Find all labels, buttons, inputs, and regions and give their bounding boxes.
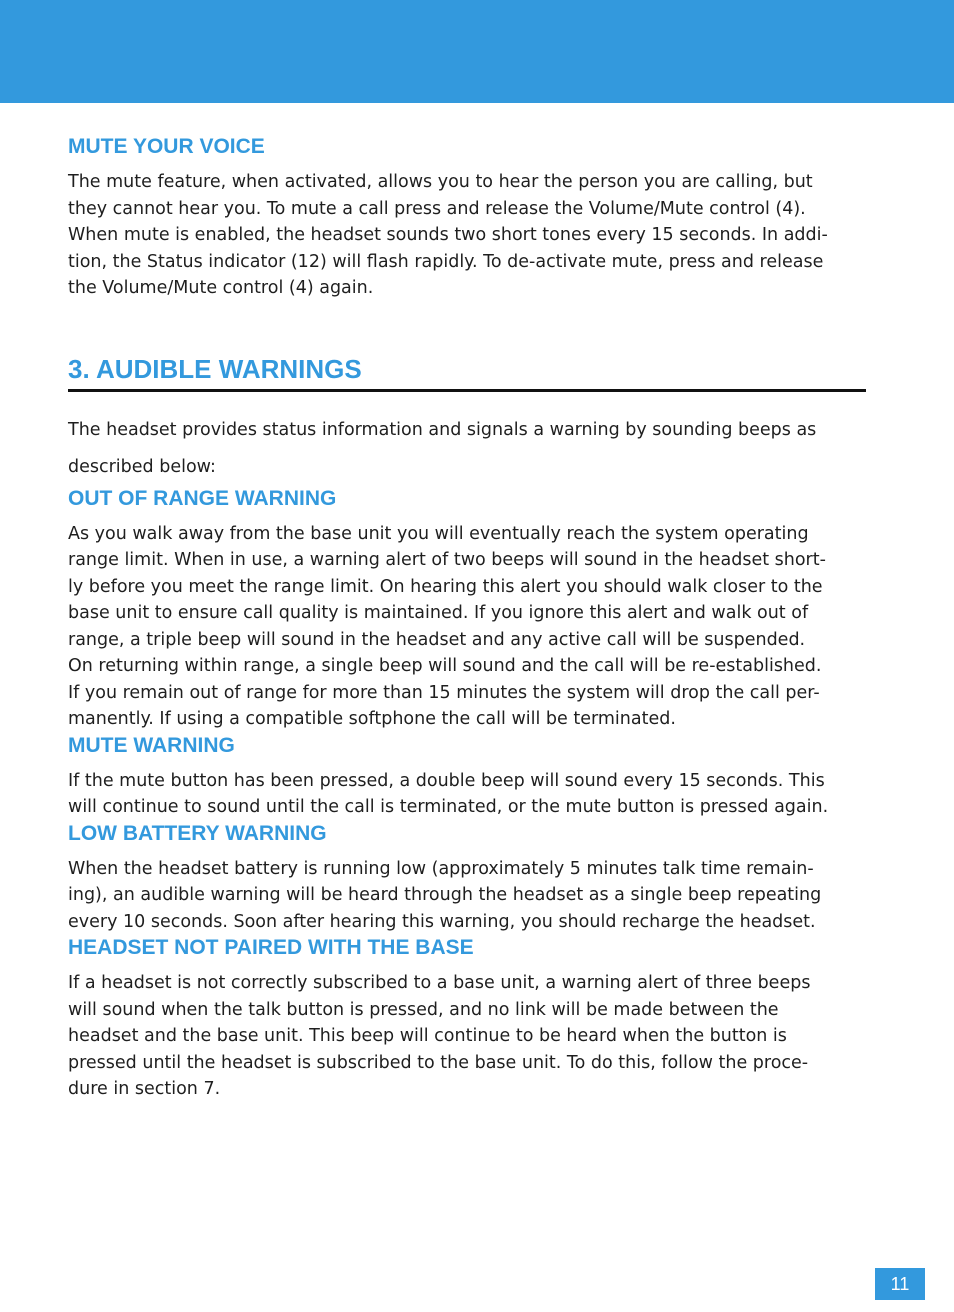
paragraph-mute-warning [68,768,866,821]
paragraph-mute-your-voice [68,169,866,302]
text-line: ly before you meet the range limit. On hearing this alert you should walk closer to the [68,576,823,597]
text-line: range limit. When in use, a warning alert of two beeps will sound in the headset short- [68,550,826,570]
header-band [0,0,954,103]
text-line: If the mute button has been pressed, a double beep will sound every 15 seconds. This [68,770,825,791]
text-line: will sound when the talk button is pressed, and no link will be made between the [68,999,779,1020]
text-line: manently. If using a compatible softphone the call will be terminated. [68,709,676,729]
text-line: The headset provides status information and signals a warning by sounding beeps as [68,419,817,440]
heading-headset-not-paired: HEADSET NOT PAIRED WITH THE BASE [68,936,474,959]
heading-mute-warning: MUTE WARNING [68,733,235,757]
text-line: headset and the base unit. This beep will continue to be heard when the button is [68,1026,787,1046]
text-line: base unit to ensure call quality is maintained. If you ignore this alert and walk out of [68,603,809,623]
paragraph-low-battery [68,856,866,936]
text-line: pressed until the headset is subscribed to the base unit. To do this, follow the proce- [68,1052,809,1073]
text-line: dure in section 7. [68,1079,221,1099]
paragraph-out-of-range [68,521,866,733]
text-line: every 10 seconds. Soon after hearing this warning, you should recharge the headset. [68,911,816,932]
text-line: ing), an audible warning will be heard through the headset as a single beep repeating [68,885,822,905]
text-line: If you remain out of range for more than 15 minutes the system will drop the call per- [68,682,820,703]
paragraph-audible-intro [68,412,866,486]
page-content [68,134,866,1103]
text-line: On returning within range, a single beep will sound and the call will be re-established. [68,656,822,676]
text-line: described below: [68,456,216,477]
text-line: they cannot hear you. To mute a call press and release the Volume/Mute control (4). [68,198,806,219]
text-line: will continue to sound until the call is terminated, or the mute button is pressed again. [68,797,829,817]
text-line: When the headset battery is running low (approximately 5 minutes talk time remain- [68,858,814,879]
text-line: If a headset is not correctly subscribed to a base unit, a warning alert of three beeps [68,973,811,993]
text-line: As you walk away from the base unit you will eventually reach the system operating [68,523,809,544]
text-line: tion, the Status indicator (12) will flash rapidly. To de-activate mute, press and release [68,251,824,272]
heading-low-battery-warning: LOW BATTERY WARNING [68,821,327,845]
text-line: The mute feature, when activated, allows you to hear the person you are calling, but [68,172,813,192]
section-title-audible-warnings: 3. AUDIBLE WARNINGS [68,352,866,392]
paragraph-not-paired [68,970,866,1103]
text-line: When mute is enabled, the headset sounds two short tones every 15 seconds. In addi- [68,225,828,245]
text-line: range, a triple beep will sound in the headset and any active call will be suspended. [68,629,806,650]
heading-mute-your-voice: MUTE YOUR VOICE [68,135,265,158]
page-number: 11 [875,1268,925,1300]
text-line: the Volume/Mute control (4) again. [68,278,374,298]
heading-out-of-range-warning: OUT OF RANGE WARNING [68,486,337,510]
